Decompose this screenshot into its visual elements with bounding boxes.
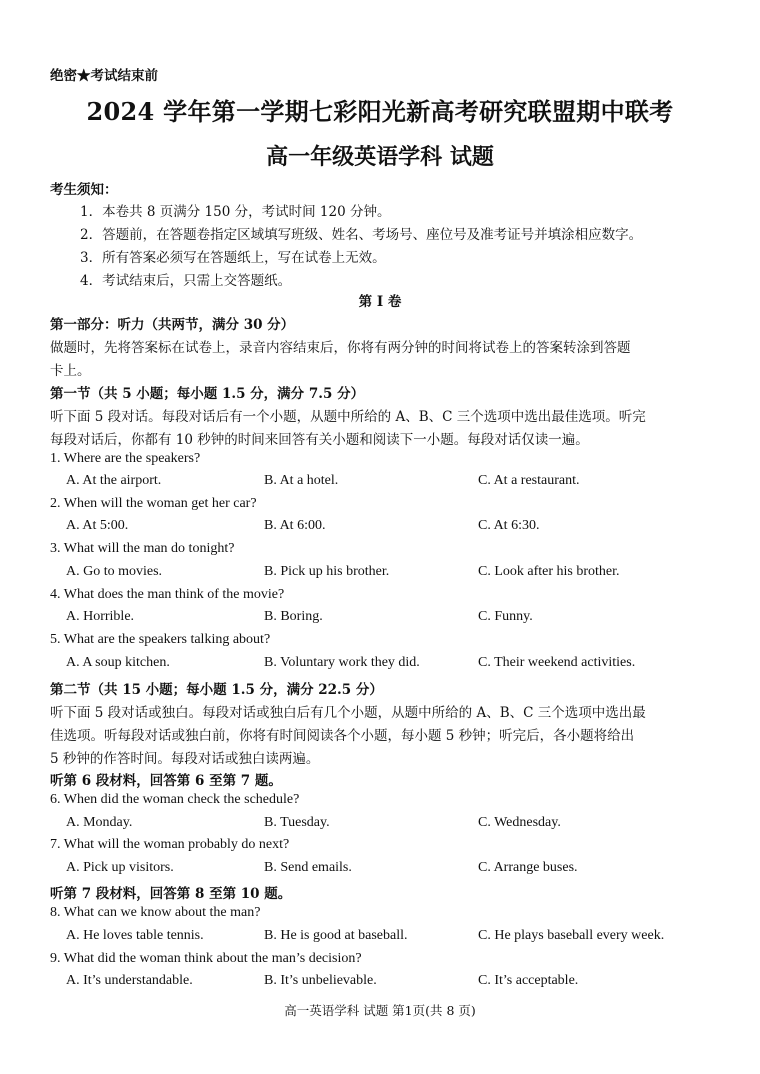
question-text: 8. What can we know about the man? <box>50 905 261 920</box>
question-text: 6. When did the woman check the schedule? <box>50 792 300 807</box>
notice-item: 2．答题前，在答题卷指定区域填写班级、姓名、考场号、座位号及准考证号并填涂相应数字。 <box>80 227 643 243</box>
question-text: 7. What will the woman probably do next? <box>50 837 290 852</box>
section1-intro-line: 每段对话后，你都有 10 秒钟的时间来回答有关小题和阅读下一小题。每段对话仅读一遍。 <box>50 432 589 448</box>
option-c: C. He plays baseball every week. <box>478 928 665 943</box>
option-b: B. It’s unbelievable. <box>264 973 377 988</box>
question-text: 5. What are the speakers talking about? <box>50 632 271 647</box>
part1-intro-line: 卡上。 <box>50 363 91 379</box>
option-b: B. Pick up his brother. <box>264 564 390 579</box>
option-b: B. Send emails. <box>264 860 352 875</box>
notice-item: 4．考试结束后，只需上交答题纸。 <box>80 273 292 289</box>
option-b: B. At a hotel. <box>264 473 339 488</box>
option-a: A. A soup kitchen. <box>66 655 170 670</box>
section2-heading: 第二节（共 15 小题；每小题 1.5 分，满分 22.5 分） <box>50 682 383 698</box>
option-c: C. At a restaurant. <box>478 473 580 488</box>
option-a: A. At 5:00. <box>66 518 129 533</box>
option-c: C. It’s acceptable. <box>478 973 579 988</box>
material-heading: 听第 6 段材料，回答第 6 至第 7 题。 <box>50 773 282 789</box>
question-text: 3. What will the man do tonight? <box>50 541 235 556</box>
part1-heading: 第一部分：听力（共两节，满分 30 分） <box>50 317 295 333</box>
volume-heading: 第 I 卷 <box>358 294 402 310</box>
option-c: C. Arrange buses. <box>478 860 578 875</box>
option-a: A. At the airport. <box>66 473 162 488</box>
question-text: 4. What does the man think of the movie? <box>50 587 285 602</box>
option-a: A. Monday. <box>66 815 133 830</box>
option-b: B. He is good at baseball. <box>264 928 408 943</box>
section2-intro-line: 听下面 5 段对话或独白。每段对话或独白后有几个小题，从题中所给的 A、B、C 三个选项中选出最 <box>50 705 646 721</box>
option-c: C. Wednesday. <box>478 815 561 830</box>
material-heading: 听第 7 段材料，回答第 8 至第 10 题。 <box>50 886 292 902</box>
page-footer: 高一英语学科 试题 第1页(共 8 页) <box>284 1003 476 1018</box>
option-b: B. Tuesday. <box>264 815 330 830</box>
option-c: C. At 6:30. <box>478 518 540 533</box>
section1-intro-line: 听下面 5 段对话。每段对话后有一个小题，从题中所给的 A、B、C 三个选项中选出最佳选项。听完 <box>50 409 646 425</box>
option-b: B. At 6:00. <box>264 518 326 533</box>
option-a: A. It’s understandable. <box>66 973 193 988</box>
part1-intro-line: 做题时，先将答案标在试卷上，录音内容结束后，你将有两分钟的时间将试卷上的答案转涂到答题 <box>50 340 631 356</box>
option-a: A. He loves table tennis. <box>66 928 204 943</box>
notice-heading: 考生须知： <box>50 182 118 198</box>
notice-item: 3．所有答案必须写在答题纸上，写在试卷上无效。 <box>80 250 386 266</box>
option-c: C. Look after his brother. <box>478 564 620 579</box>
notice-item: 1．本卷共 8 页满分 150 分，考试时间 120 分钟。 <box>80 204 391 220</box>
section2-intro-line: 佳选项。听每段对话或独白前，你将有时间阅读各个小题，每小题 5 秒钟；听完后，各小题将给出 <box>50 728 635 744</box>
option-b: B. Boring. <box>264 609 323 624</box>
option-a: A. Horrible. <box>66 609 135 624</box>
question-text: 9. What did the woman think about the man’s decision? <box>50 951 362 966</box>
option-c: C. Funny. <box>478 609 533 624</box>
option-a: A. Pick up visitors. <box>66 860 174 875</box>
option-a: A. Go to movies. <box>66 564 163 579</box>
section1-heading: 第一节（共 5 小题；每小题 1.5 分，满分 7.5 分） <box>50 386 365 402</box>
question-text: 2. When will the woman get her car? <box>50 496 257 511</box>
question-text: 1. Where are the speakers? <box>50 451 201 466</box>
exam-subtitle: 高一年级英语学科 试题 <box>266 144 494 170</box>
option-c: C. Their weekend activities. <box>478 655 636 670</box>
section2-intro-line: 5 秒钟的作答时间。每段对话或独白读两遍。 <box>50 751 320 767</box>
confidential-label: 绝密★考试结束前 <box>50 68 158 84</box>
option-b: B. Voluntary work they did. <box>264 655 420 670</box>
exam-title: 2024 学年第一学期七彩阳光新高考研究联盟期中联考 <box>86 97 674 126</box>
